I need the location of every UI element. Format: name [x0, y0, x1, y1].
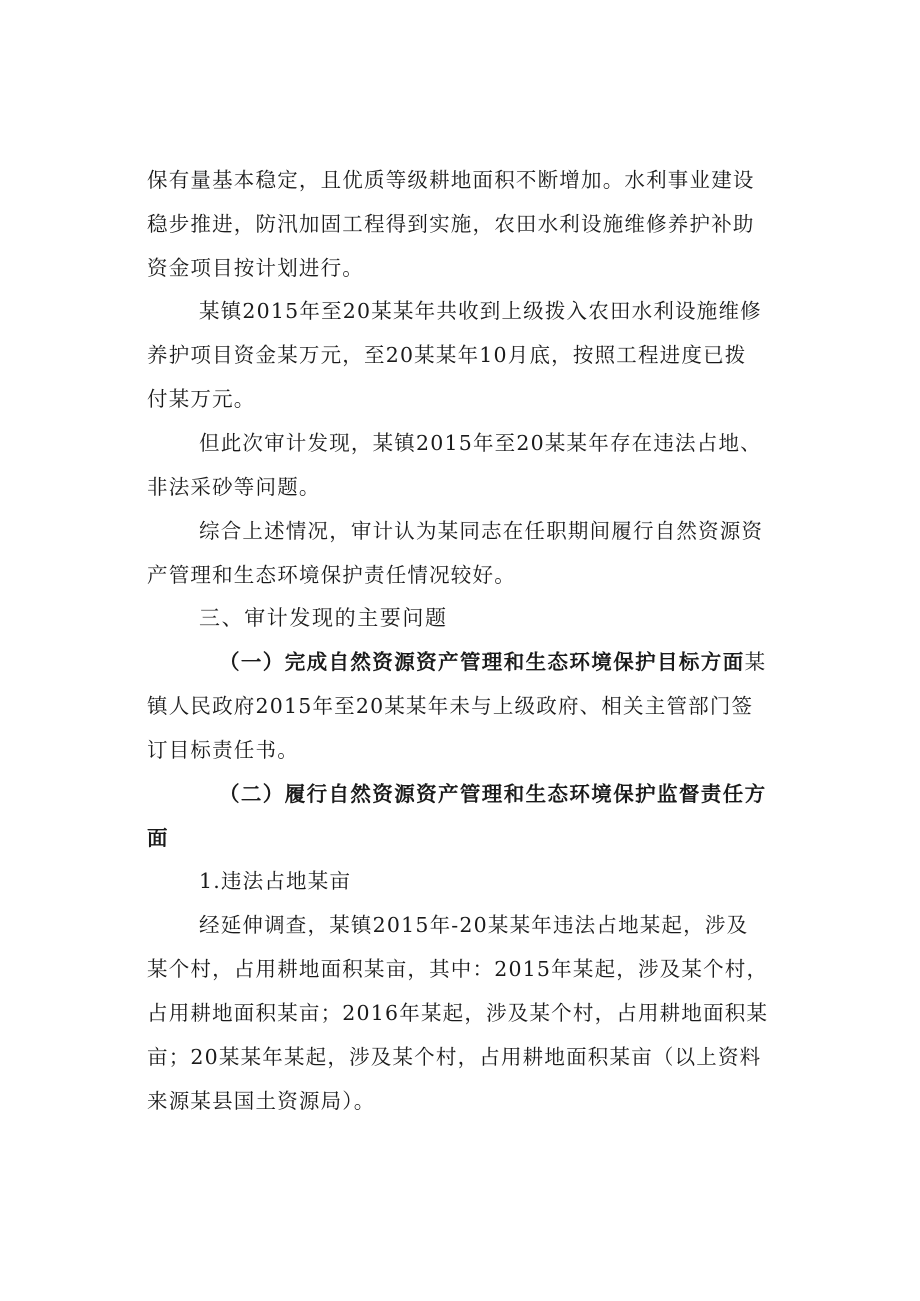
subsection-heading: （一）完成自然资源资产管理和生态环境保护目标方面	[219, 650, 745, 674]
paragraph-line: 非法采砂等问题。	[147, 475, 321, 499]
paragraph-line: 镇人民政府2015年至20某某年未与上级政府、相关主管部门签	[147, 694, 754, 718]
paragraph-line: 稳步推进，防汛加固工程得到实施，农田水利设施维修养护补助	[147, 212, 755, 236]
subsection-heading: 面	[147, 826, 169, 850]
paragraph-line: 某镇2015年至20某某年共收到上级拨入农田水利设施维修	[199, 299, 762, 323]
paragraph-line: 经延伸调查，某镇2015年-20某某年违法占地某起，涉及	[199, 913, 749, 937]
paragraph-line: 保有量基本稳定，且优质等级耕地面积不断增加。水利事业建设	[147, 168, 755, 192]
paragraph-line: 产管理和生态环境保护责任情况较好。	[147, 563, 516, 587]
paragraph-line: 来源某县国土资源局）。	[147, 1089, 376, 1113]
paragraph-line: 订目标责任书。	[147, 738, 299, 762]
subsection-line	[219, 647, 766, 677]
paragraph-line: 某个村，占用耕地面积某亩，其中：2015年某起，涉及某个村，	[147, 957, 769, 981]
paragraph-line: 养护项目资金某万元，至20某某年10月底，按照工程进度已拨	[147, 343, 747, 367]
section-heading: 三、审计发现的主要问题	[199, 606, 448, 630]
paragraph-line: 占用耕地面积某亩；2016年某起，涉及某个村，占用耕地面积某	[147, 1001, 769, 1025]
subsection-heading: （二）履行自然资源资产管理和生态环境保护监督责任方	[219, 782, 767, 806]
item-heading: 1.违法占地某亩	[199, 869, 352, 893]
paragraph-line: 亩；20某某年某起，涉及某个村，占用耕地面积某亩（以上资料	[147, 1045, 762, 1069]
paragraph-line: 付某万元。	[147, 387, 256, 411]
paragraph-line: 但此次审计发现，某镇2015年至20某某年存在违法占地、	[199, 431, 762, 455]
paragraph-line: 资金项目按计划进行。	[147, 256, 364, 280]
paragraph-text: 某	[744, 650, 767, 674]
paragraph-line: 综合上述情况，审计认为某同志在任职期间履行自然资源资	[199, 519, 764, 543]
